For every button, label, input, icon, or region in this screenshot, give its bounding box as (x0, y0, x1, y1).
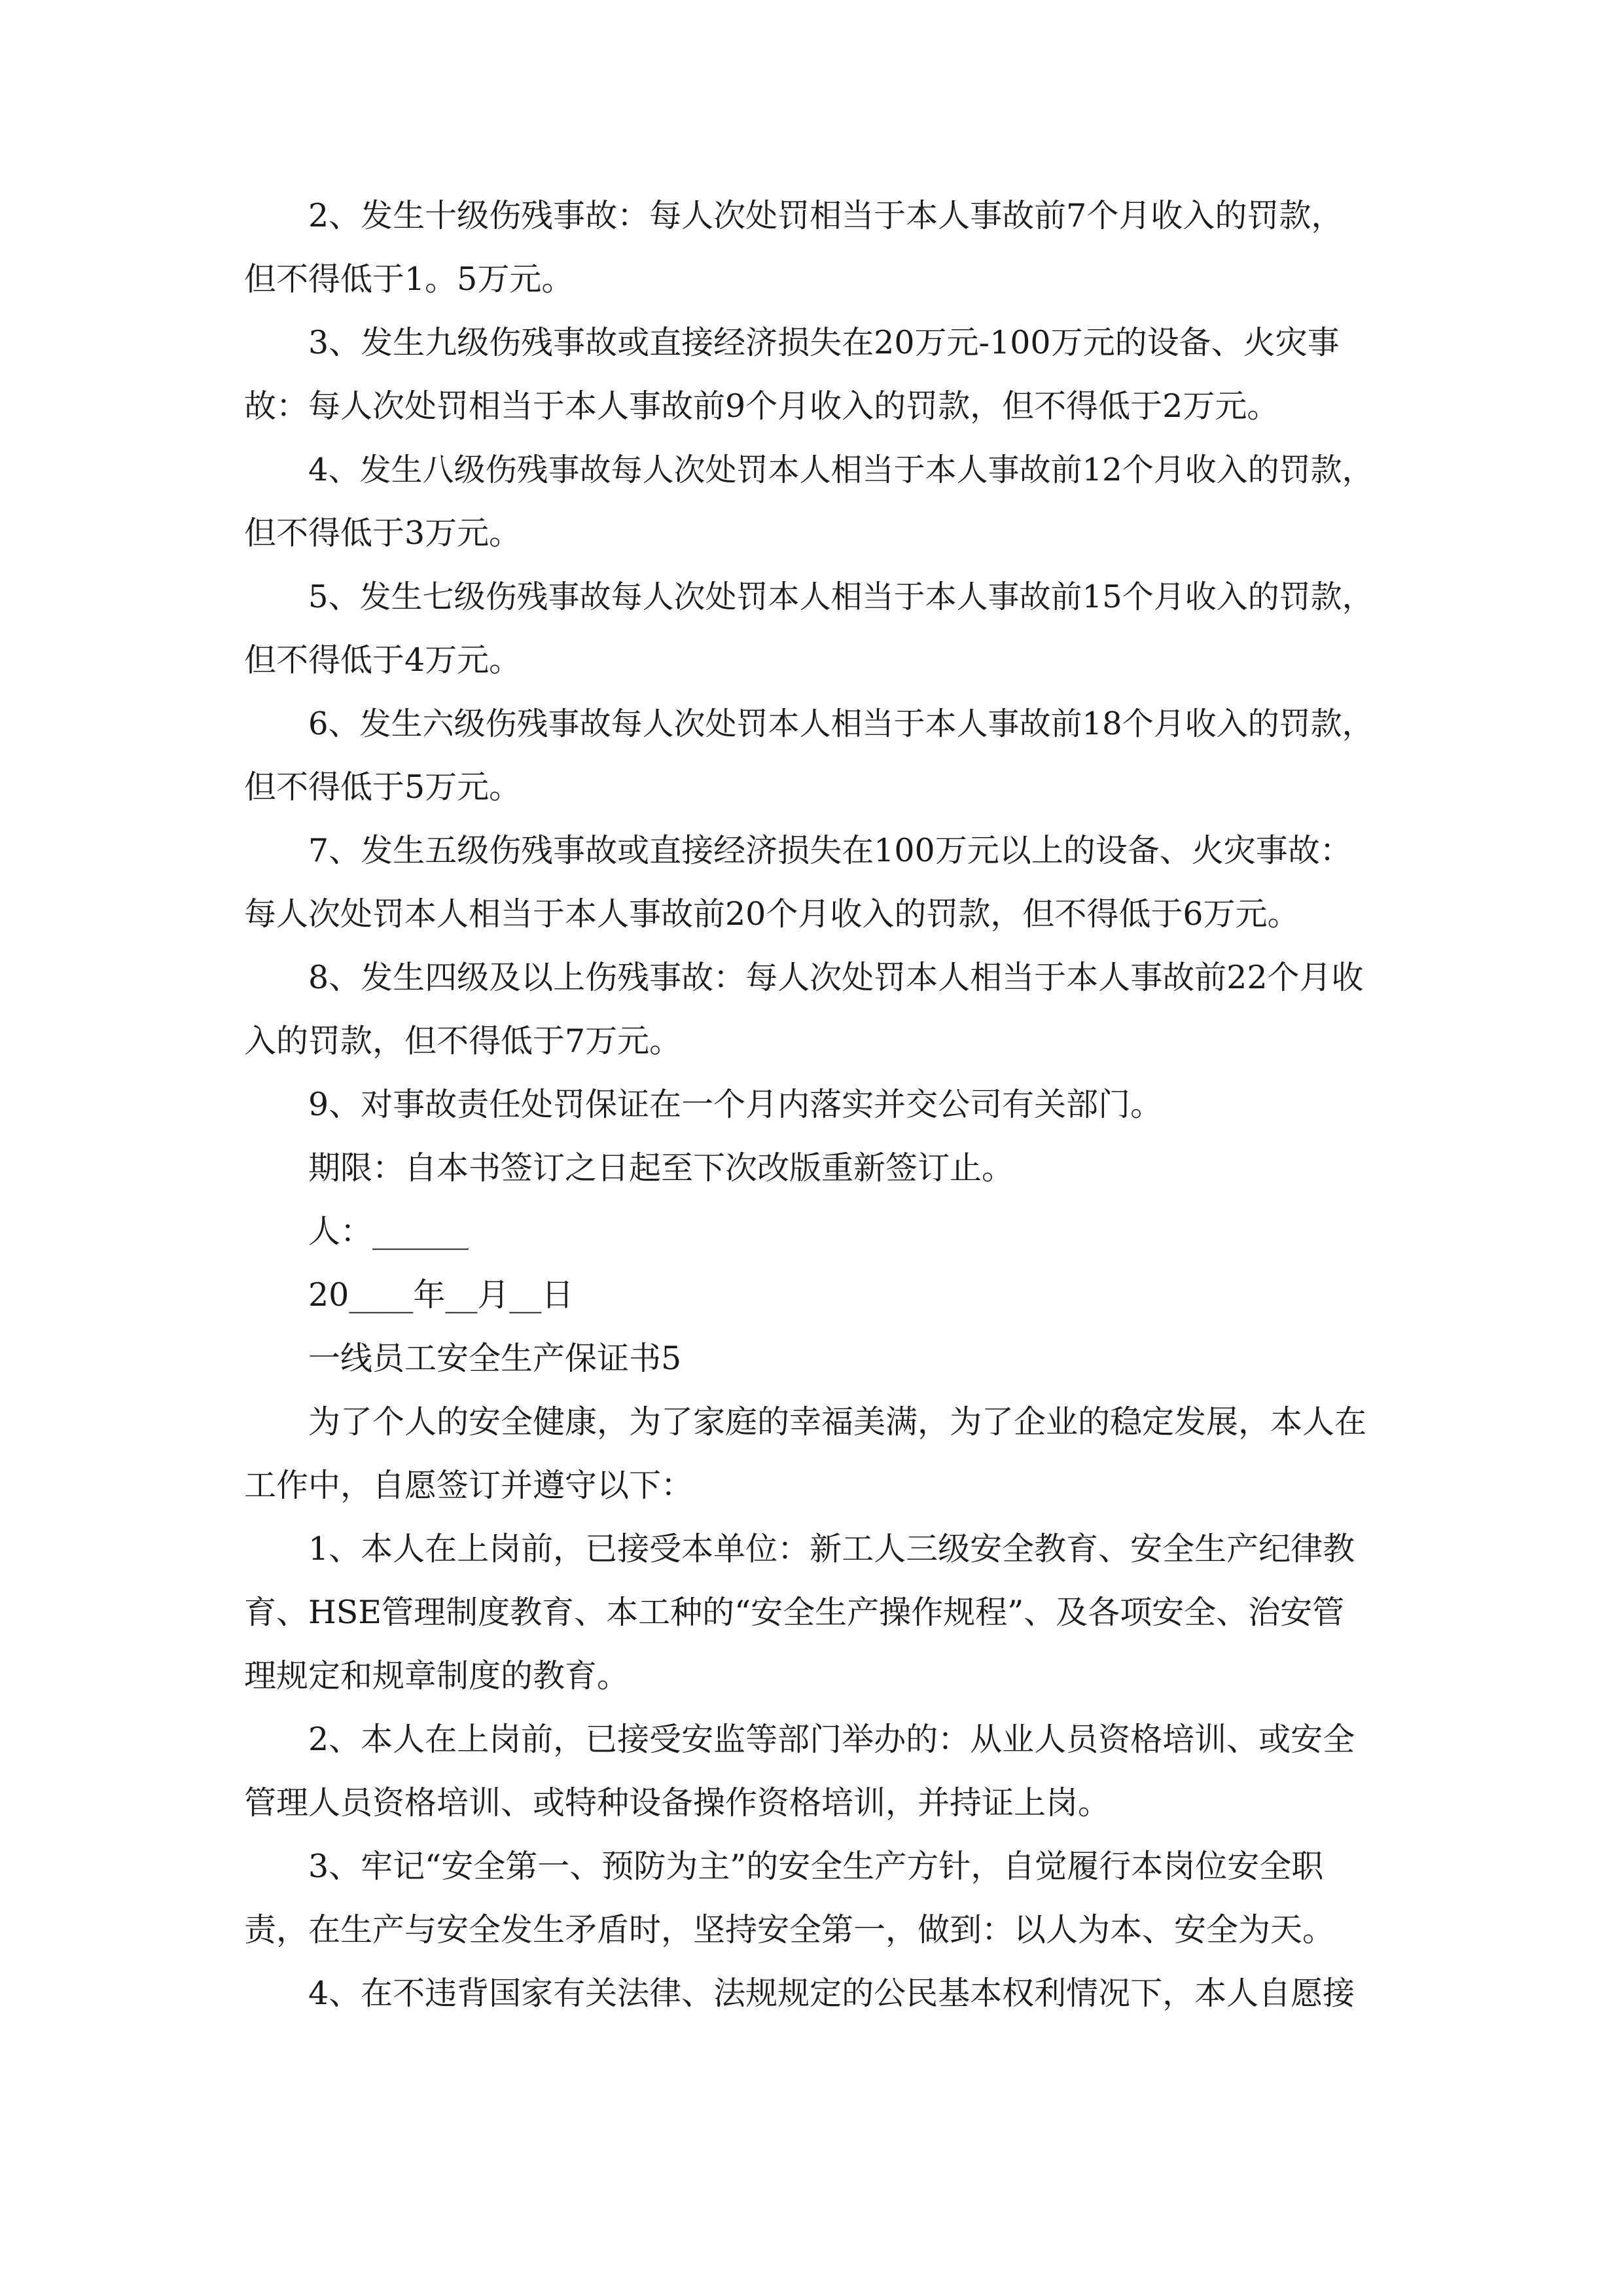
text-line: 每人次处罚本人相当于本人事故前20个月收入的罚款，但不得低于6万元。 (244, 895, 1300, 933)
text-line: 2、本人在上岗前，已接受安监等部门举办的：从业人员资格培训、或安全 (308, 1721, 1355, 1758)
text-line: 但不得低于1。5万元。 (244, 260, 574, 298)
text-line: 期限：自本书签订之日起至下次改版重新签订止。 (308, 1149, 1014, 1187)
text-line: 1、本人在上岗前，已接受本单位：新工人三级安全教育、安全生产纪律教 (308, 1530, 1355, 1568)
text-line: 管理人员资格培训、或特种设备操作资格培训，并持证上岗。 (244, 1784, 1111, 1821)
text-line: 4、在不违背国家有关法律、法规规定的公民基本权利情况下，本人自愿接 (308, 1975, 1355, 2012)
text-line: 6、发生六级伤残事故每人次处罚本人相当于本人事故前18个月收入的罚款， (308, 706, 1374, 742)
text-line: 为了个人的安全健康，为了家庭的幸福美满，为了企业的稳定发展，本人在 (308, 1403, 1367, 1441)
text-line: 8、发生四级及以上伤残事故：每人次处罚本人相当于本人事故前22个月收 (308, 959, 1364, 996)
text-line: 2、发生十级伤残事故：每人次处罚相当于本人事故前7个月收入的罚款， (308, 197, 1344, 234)
text-line: 9、对事故责任处罚保证在一个月内落实并交公司有关部门。 (308, 1086, 1163, 1123)
text-line: 3、牢记“安全第一、预防为主”的安全生产方针，自觉履行本岗位安全职 (308, 1848, 1324, 1885)
text-line: 入的罚款，但不得低于7万元。 (244, 1022, 682, 1060)
text-line: 7、发生五级伤残事故或直接经济损失在100万元以上的设备、火灾事故： (308, 832, 1352, 869)
text-line: 但不得低于5万元。 (244, 768, 522, 806)
section-title: 一线员工安全生产保证书5 (308, 1340, 682, 1377)
text-line: 但不得低于3万元。 (244, 514, 522, 552)
text-line: 理规定和规章制度的教育。 (244, 1657, 630, 1695)
text-line: 但不得低于4万元。 (244, 641, 522, 679)
text-line: 20____年__月__日 (308, 1276, 574, 1314)
text-line: 4、发生八级伤残事故每人次处罚本人相当于本人事故前12个月收入的罚款， (308, 452, 1374, 488)
text-line: 5、发生七级伤残事故每人次处罚本人相当于本人事故前15个月收入的罚款， (308, 579, 1374, 615)
text-line: 3、发生九级伤残事故或直接经济损失在20万元-100万元的设备、火灾事 (308, 324, 1340, 361)
text-line: 育、HSE管理制度教育、本工种的“安全生产操作规程”、及各项安全、治安管 (244, 1594, 1345, 1631)
text-line: 人：______ (308, 1213, 469, 1250)
text-line: 工作中，自愿签订并遵守以下： (244, 1467, 694, 1504)
text-line: 故：每人次处罚相当于本人事故前9个月收入的罚款，但不得低于2万元。 (244, 387, 1279, 425)
text-line: 责，在生产与安全发生矛盾时，坚持安全第一，做到：以人为本、安全为天。 (244, 1911, 1335, 1948)
